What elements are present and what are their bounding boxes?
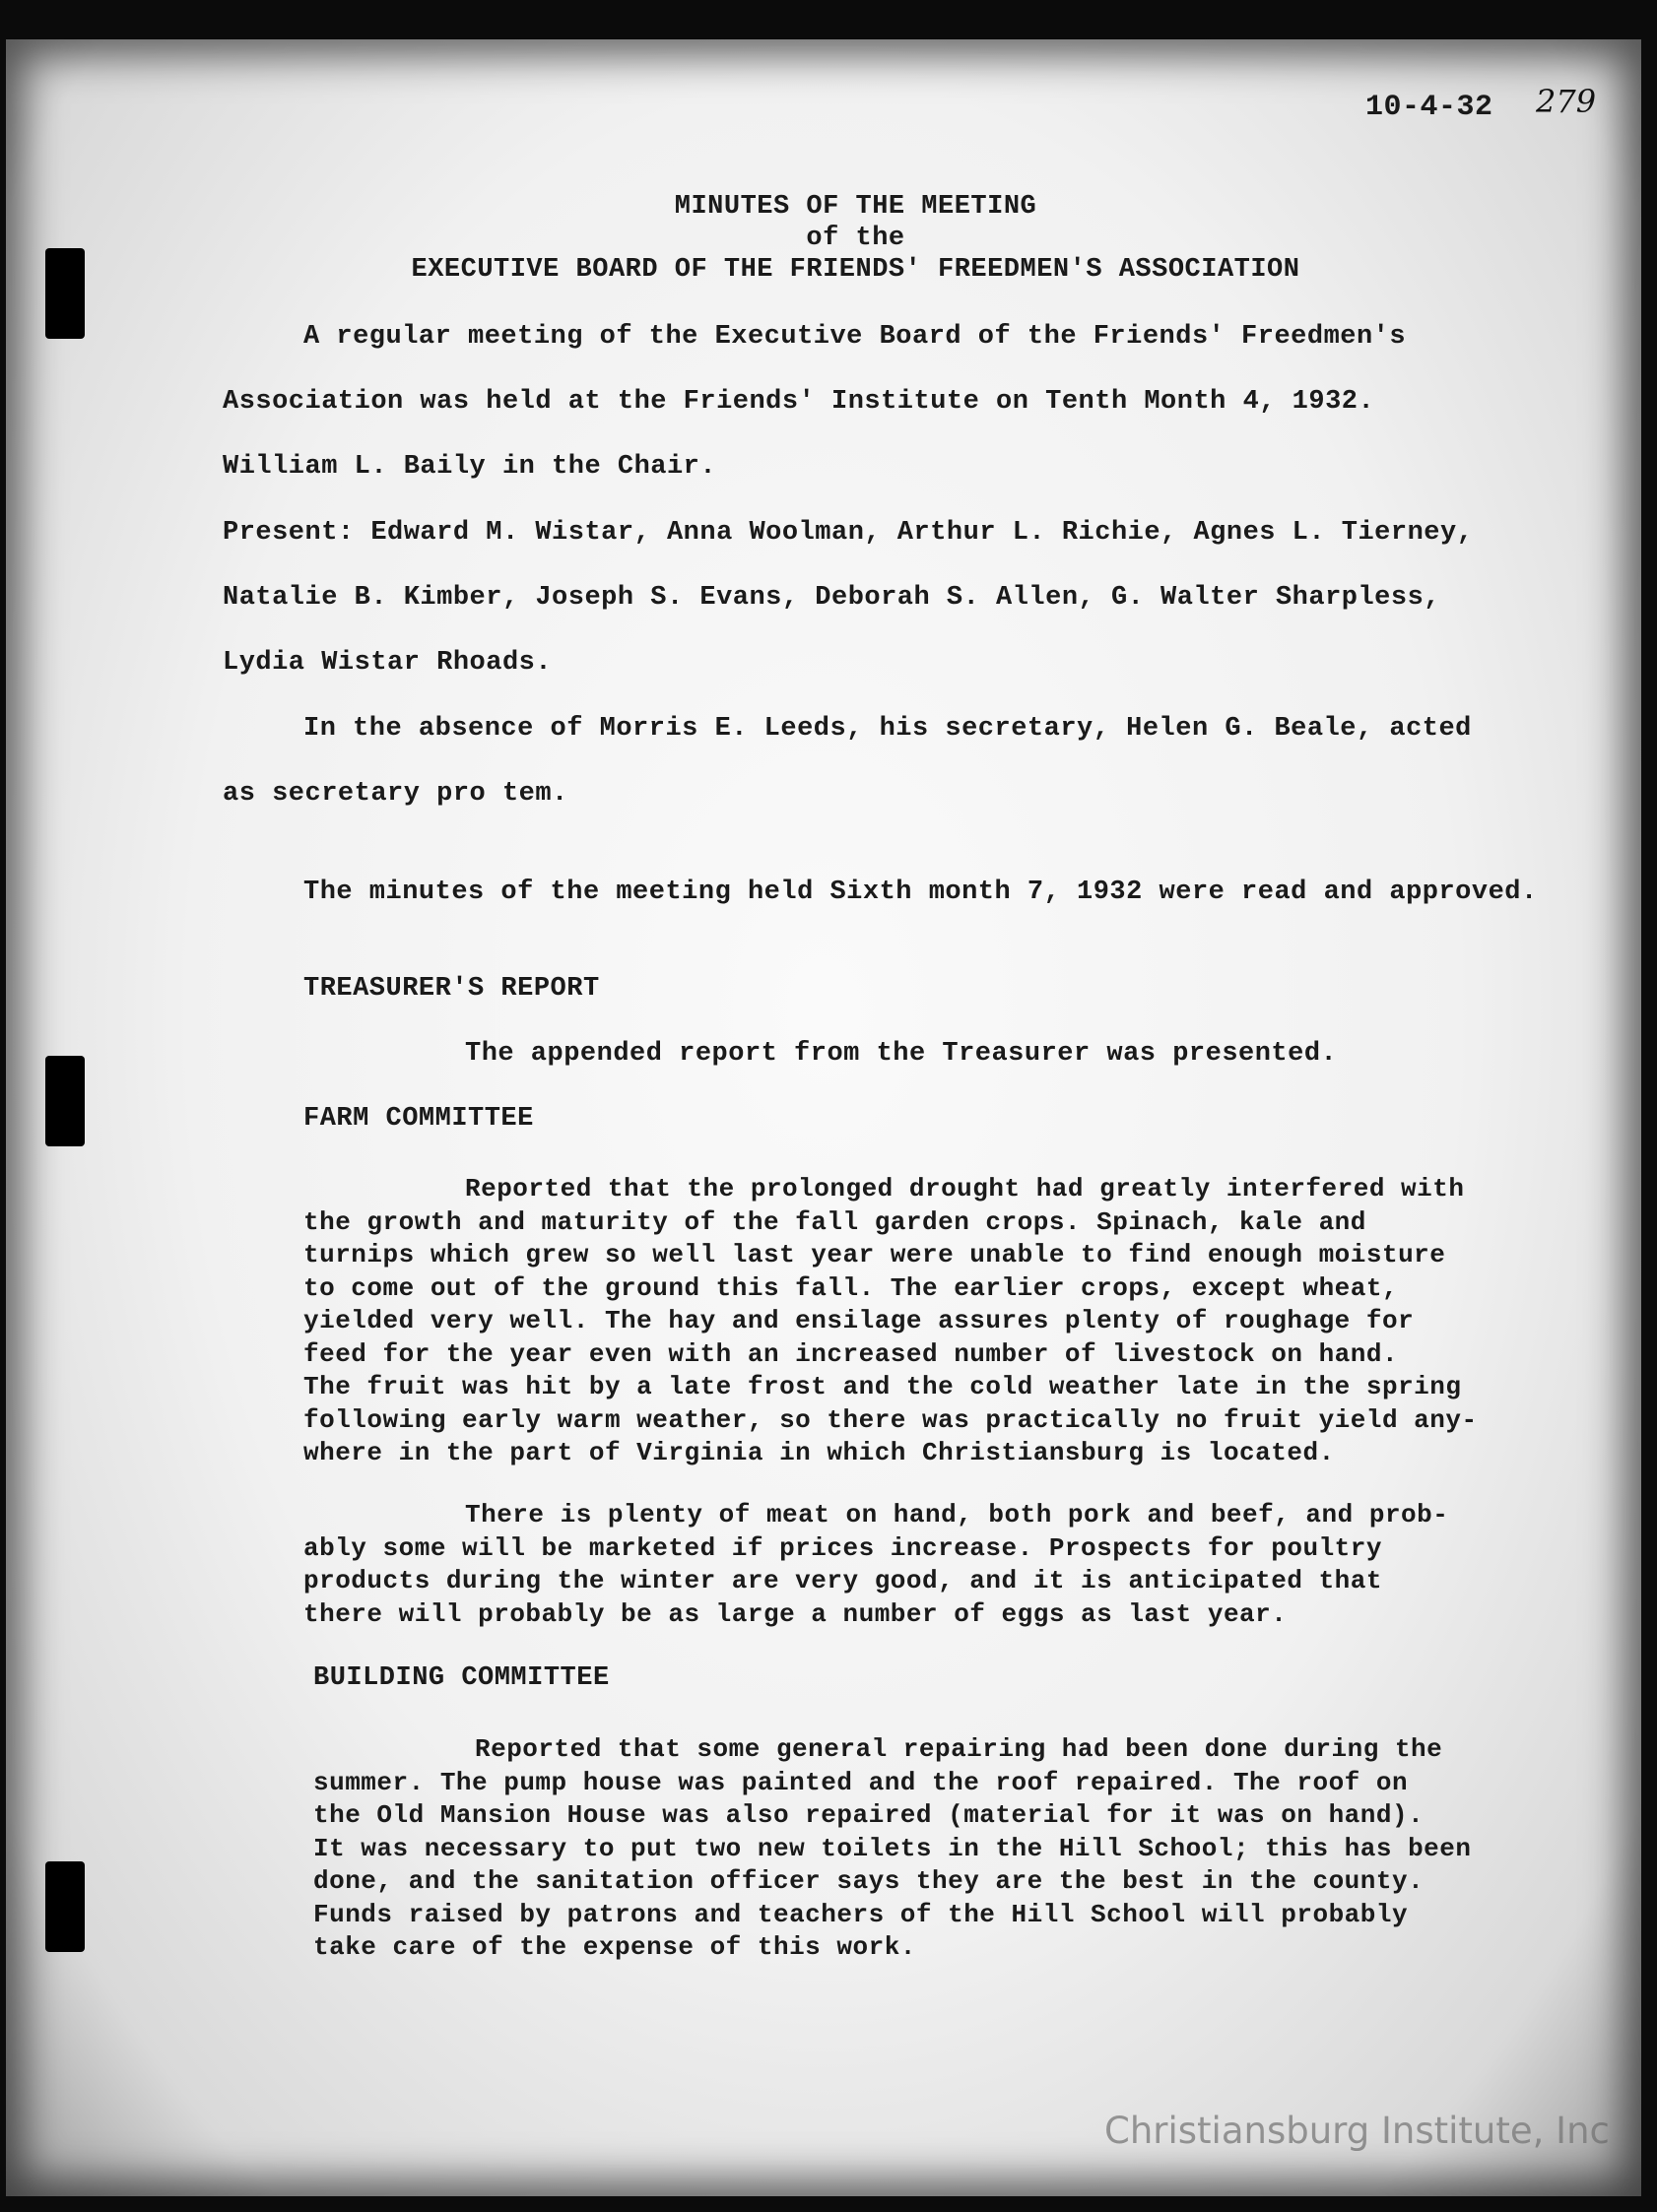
- farm-p1-line: following early warm weather, so there was practically no fruit yield any-: [303, 1404, 1478, 1435]
- farm-p2-line: there will probably be as large a number of eggs as last year.: [303, 1598, 1288, 1629]
- farm-p1-line: turnips which grew so well last year were unable to find enough moisture: [303, 1240, 1446, 1269]
- farm-heading: FARM COMMITTEE: [303, 1104, 534, 1134]
- document-date: 10-4-32: [1365, 91, 1493, 124]
- document-page: [6, 39, 1641, 2196]
- building-paragraph-1: [313, 1733, 1472, 1965]
- intro-line-2: Association was held at the Friends' Institute on Tenth Month 4, 1932.: [223, 387, 1375, 417]
- farm-paragraph-1: [303, 1173, 1478, 1470]
- building-p1-line: It was necessary to put two new toilets in the Hill School; this has been: [313, 1833, 1472, 1863]
- title-line-2: of the: [806, 224, 905, 253]
- secretary-line-1: In the absence of Morris E. Leeds, his secretary, Helen G. Beale, acted: [303, 714, 1472, 744]
- treasurer-heading: TREASURER'S REPORT: [303, 974, 600, 1004]
- farm-p2-line: There is plenty of meat on hand, both pork and beef, and prob-: [465, 1500, 1449, 1529]
- building-p1-line: Funds raised by patrons and teachers of the Hill School will probably: [313, 1899, 1409, 1929]
- farm-p2-line: ably some will be marketed if prices increase. Prospects for poultry: [303, 1532, 1382, 1563]
- farm-p1-line: the growth and maturity of the fall garden crops. Spinach, kale and: [303, 1206, 1366, 1237]
- farm-p1-line: to come out of the ground this fall. The earlier crops, except wheat,: [303, 1272, 1399, 1303]
- binder-hole-middle: [45, 1056, 85, 1146]
- farm-p1-line: yielded very well. The hay and ensilage assures plenty of roughage for: [303, 1306, 1415, 1335]
- treasurer-text: The appended report from the Treasurer was presented.: [465, 1039, 1338, 1069]
- building-p1-line: Reported that some general repairing had been done during the: [475, 1734, 1443, 1764]
- building-heading: BUILDING COMMITTEE: [313, 1663, 610, 1693]
- farm-p2-line: products during the winter are very good, and it is anticipated that: [303, 1566, 1382, 1595]
- intro-line-3: William L. Baily in the Chair.: [223, 452, 717, 482]
- page-number: 279: [1536, 83, 1597, 120]
- farm-p1-line: The fruit was hit by a late frost and the cold weather late in the spring: [303, 1372, 1462, 1401]
- binder-hole-bottom: [45, 1861, 85, 1952]
- farm-p1-line: where in the part of Virginia in which Christiansburg is located.: [303, 1438, 1335, 1467]
- farm-p1-line: feed for the year even with an increased number of livestock on hand.: [303, 1338, 1399, 1369]
- present-line-2: Natalie B. Kimber, Joseph S. Evans, Deborah S. Allen, G. Walter Sharpless,: [223, 583, 1440, 613]
- building-p1-line: done, and the sanitation officer says they are the best in the county.: [313, 1866, 1425, 1896]
- intro-line-1: A regular meeting of the Executive Board of the Friends' Freedmen's: [303, 322, 1407, 352]
- present-line-1: Present: Edward M. Wistar, Anna Woolman, Arthur L. Richie, Agnes L. Tierney,: [223, 518, 1474, 548]
- watermark: Christiansburg Institute, Inc: [1104, 2110, 1610, 2152]
- title-line-3: EXECUTIVE BOARD OF THE FRIENDS' FREEDMEN'S ASSOCIATION: [411, 255, 1300, 285]
- minutes-approval: The minutes of the meeting held Sixth month 7, 1932 were read and approved.: [303, 878, 1538, 907]
- building-p1-line: summer. The pump house was painted and the roof repaired. The roof on: [313, 1767, 1409, 1797]
- building-p1-line: take care of the expense of this work.: [313, 1932, 916, 1962]
- building-p1-line: the Old Mansion House was also repaired (material for it was on hand).: [313, 1800, 1425, 1830]
- secretary-line-2: as secretary pro tem.: [223, 779, 568, 809]
- present-line-3: Lydia Wistar Rhoads.: [223, 648, 553, 678]
- farm-paragraph-2: [303, 1499, 1448, 1631]
- title-line-1: MINUTES OF THE MEETING: [674, 192, 1037, 222]
- farm-p1-line: Reported that the prolonged drought had greatly interfered with: [465, 1174, 1465, 1204]
